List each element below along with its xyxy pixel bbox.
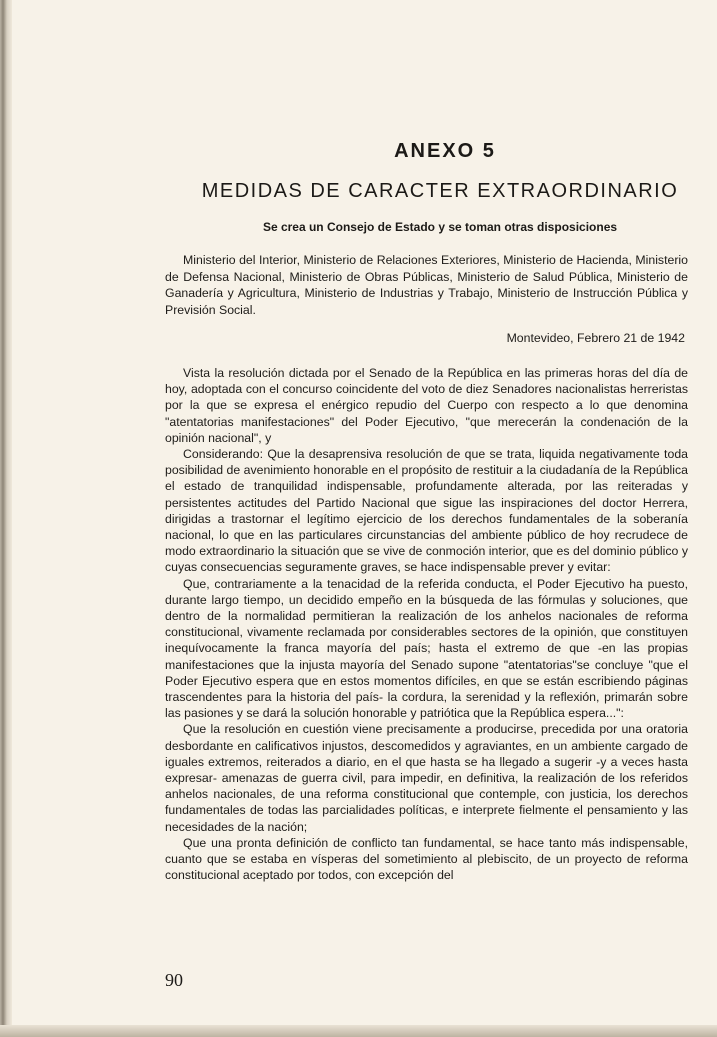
date-line: Montevideo, Febrero 21 de 1942: [506, 331, 685, 345]
book-spine: [0, 0, 12, 1037]
paragraph: Que una pronta definición de conflicto tan fundamental, se hace tanto más indispensable, cuanto que se estaba en vísperas del sometimiento al plebiscito, de un proyecto de reforma constitucional aceptado por todos, con excepción del: [165, 835, 688, 883]
paragraph: Considerando: Que la desaprensiva resolución de que se trata, liquida negativamente toda posibilidad de avenimiento honorable en el propósito de restituir a la ciudadanía de la República el estado de tranquilidad indispensable, profundamente alterada, por las reiteradas y persistentes actitudes del Partido Nacional que sigue las inspiraciones del doctor Herrera, dirigidas a trastornar el legítimo ejercicio de los derechos fundamentales de la soberanía nacional, lo que en las particulares circunstancias del ambiente público de hoy recrudece de modo extraordinario la situación que se vive de conmoción interior, que es del dominio público y cuyas consecuencias seguramente graves, se hace indispensable prever y evitar:: [165, 447, 688, 575]
annex-heading: ANEXO 5: [394, 140, 496, 162]
paragraph: Que, contrariamente a la tenacidad de la referida conducta, el Poder Ejecutivo ha puesto, durante largo tiempo, un decidido empeño en la búsqueda de las fórmulas y soluciones, que dentro de la normalidad permitieran la realización de los anhelos nacionales de reforma constitucional, vivamente reclamada por considerables sectores de la opinión, que constituyen inequívocamente la franca mayoría del país; hasta el extremo de que -en las propias manifestaciones que la injusta mayoría del Senado supone "atentatorias"se concluye "que el Poder Ejecutivo espera que en estos momentos difíciles, en que se están escribiendo páginas trascendentes para la historia del país- la cordura, la serenidad y la reflexión, primarán sobre las pasiones y se dará la solución honorable y patriótica que la República espera...":: [165, 576, 688, 721]
body-text: [165, 365, 688, 884]
paragraph: Vista la resolución dictada por el Senado de la República en las primeras horas del día de hoy, adoptada con el concurso coincidente del voto de diez Senadores nacionalistas herreristas por la que se expresa el enérgico repudio del Cuerpo con respecto a lo que denomina "atentatorias manifestaciones" del Poder Ejecutivo, "que merecerán la condenación de la opinión nacional", y: [165, 366, 688, 445]
document-subtitle: Se crea un Consejo de Estado y se toman otras disposiciones: [262, 220, 618, 234]
document-title: MEDIDAS DE CARACTER EXTRAORDINARIO: [201, 180, 679, 202]
page-number: 90: [165, 970, 183, 990]
paragraph: Que la resolución en cuestión viene precisamente a producirse, precedida por una oratoria desbordante en calificativos injustos, descomedidos y agraviantes, en un ambiente cargado de iguales extremos, reiterados a diario, en el que hasta se ha llegado a sugerir -y a veces hasta expresar- amenazas de guerra civil, para impedir, en definitiva, la realización de los referidos anhelos nacionales, de una reforma constitucional que contemple, con justicia, los derechos fundamentales de todas las parcialidades políticas, e interprete fielmente el pensamiento y las necesidades de la nación;: [165, 722, 688, 834]
page-bottom-edge: [0, 1025, 717, 1037]
ministries-paragraph: Ministerio del Interior, Ministerio de Relaciones Exteriores, Ministerio de Hacienda, Ministerio de Defensa Nacional, Ministerio de Obras Públicas, Ministerio de Salud Pública, Ministerio de Ganadería y Agricultura, Ministerio de Industrias y Trabajo, Ministerio de Instrucción Pública y Previsión Social.: [165, 253, 688, 317]
